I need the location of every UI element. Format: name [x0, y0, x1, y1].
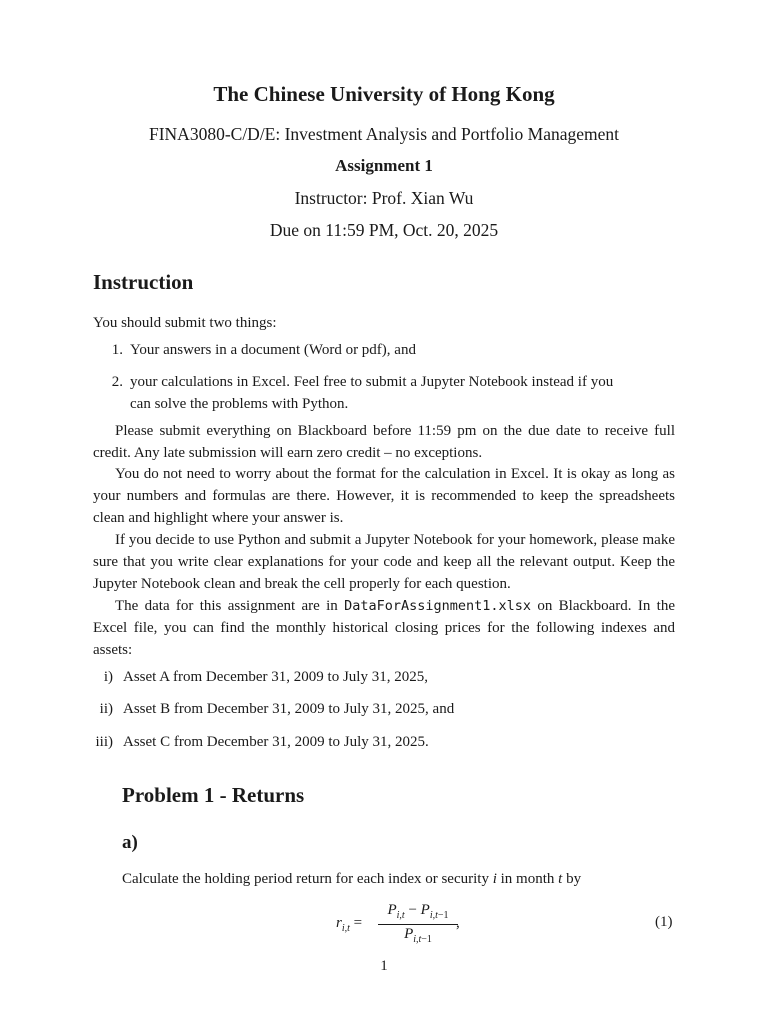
paragraph-submission: Please submit everything on Blackboard before 11:59 pm on the due date to receive full credit. Any late submission will earn zero credit – no exceptions. [93, 423, 675, 461]
instructor-line: Instructor: Prof. Xian Wu [294, 188, 474, 208]
text-segment: Calculate the holding period return for each index or security [122, 871, 493, 887]
data-text-b: on Blackboard. In the Excel file, you can find the monthly historical closing prices for the following indexes and assets: [93, 598, 675, 658]
list-number: 1. [111, 342, 123, 358]
page-number: 1 [380, 958, 388, 974]
asset-text: Asset C from December 31, 2009 to July 31, 2025. [123, 734, 429, 750]
data-filename: DataForAssignment1.xlsx [344, 598, 532, 614]
university-title: The Chinese University of Hong Kong [213, 82, 555, 106]
list-text-continued: can solve the problems with Python. [130, 396, 349, 412]
list-number: 2. [111, 374, 123, 390]
instruction-heading: Instruction [93, 270, 194, 294]
formula-lhs: $r_{i,t}$ = [336, 915, 363, 934]
paragraph-python: If you decide to use Python and submit a Jupyter Notebook for your homework, please make sure that you write clear explanations for your code and keep all the relevant output. Keep the Jupyter Notebook clean and break the cell properly for each question. [93, 532, 675, 592]
asset-text: Asset B from December 31, 2009 to July 31, 2025, and [123, 701, 455, 717]
course-title: FINA3080-C/D/E: Investment Analysis and Portfolio Management [148, 124, 619, 144]
var-t: t [558, 871, 563, 887]
formula-denominator: $P_{i,t-1}$ [404, 926, 432, 945]
problem-1a-text [122, 871, 581, 888]
data-text-a: The data for this assignment are in [115, 598, 345, 614]
paragraph-format: You do not need to worry about the format for the calculation in Excel. It is okay as long as your numbers and formulas are there. However, it is recommended to keep the spreadsheets clean and highlight where your answer is. [93, 466, 675, 526]
list-text: your calculations in Excel. Feel free to submit a Jupyter Notebook instead if you [130, 374, 614, 390]
text-segment: in month [496, 871, 559, 887]
list-text: Your answers in a document (Word or pdf), and [130, 342, 416, 358]
var-i: i [492, 871, 497, 887]
formula-comma: , [456, 915, 460, 931]
asset-number: ii) [99, 701, 113, 717]
equation-number: (1) [655, 914, 673, 930]
asset-number: iii) [95, 734, 113, 750]
asset-number: i) [103, 669, 113, 685]
problem-1-heading: Problem 1 - Returns [122, 783, 305, 807]
return-formula [336, 902, 476, 948]
asset-text: Asset A from December 31, 2009 to July 31, 2025, [123, 669, 428, 685]
instruction-intro: You should submit two things: [93, 315, 277, 331]
formula-numerator: $P_{i,t} - P_{i,t-1}$ [387, 902, 449, 921]
part-a-heading: a) [122, 832, 138, 853]
due-date-line: Due on 11:59 PM, Oct. 20, 2025 [269, 220, 499, 240]
paragraph-data [93, 595, 675, 661]
assignment-title: Assignment 1 [335, 156, 433, 175]
text-segment: by [562, 871, 582, 887]
fraction-bar [378, 924, 458, 925]
